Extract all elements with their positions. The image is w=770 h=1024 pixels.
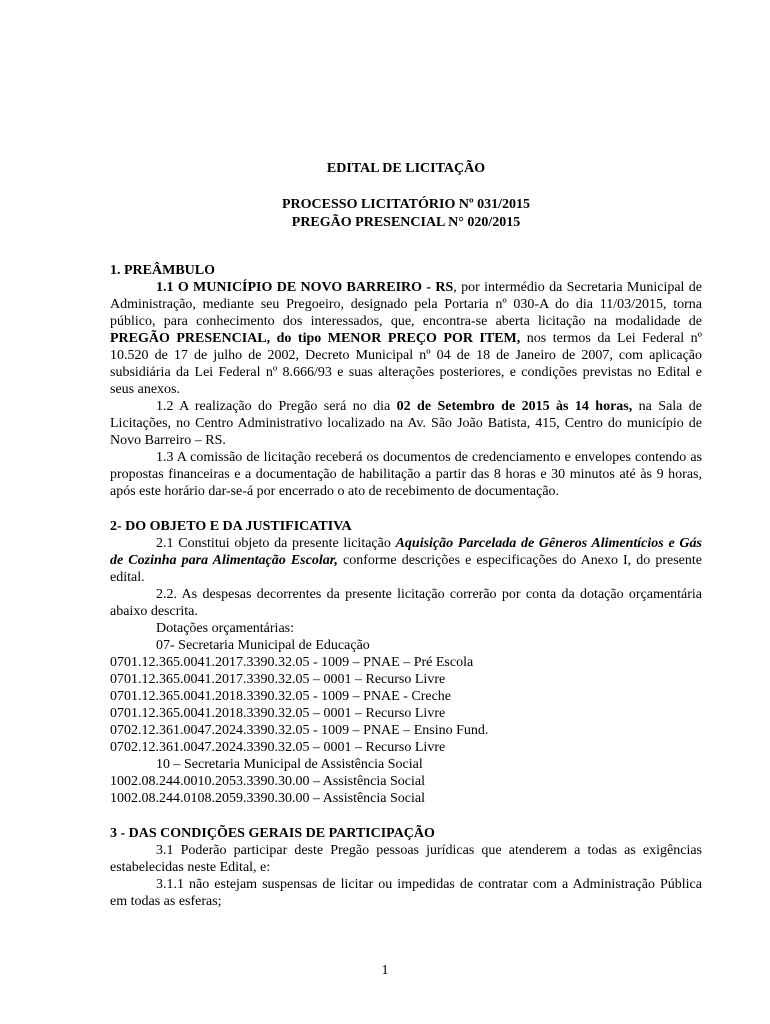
paragraph-1-1-text-b: nos termos da Lei Federal nº 10.520 de 17 de julho de 2002, Decreto Municipal nº 04 de 18 de Janeiro de 2007, com aplicação subsidiária da Lei Federal nº 8.666/93 e suas alterações posteriores, e condições previstas no Edital e seus anexos. (110, 331, 702, 397)
paragraph-1-1-bold-2: PREGÃO PRESENCIAL, do tipo MENOR PREÇO POR ITEM, (110, 331, 521, 346)
page-number: 1 (381, 963, 389, 978)
paragraph-1-2 (110, 398, 702, 449)
paragraph-2-2: 2.2. As despesas decorrentes da presente licitação correrão por conta da dotação orçamentária abaixo descrita. (110, 587, 702, 619)
dotacao-line: 1002.08.244.0010.2053.3390.30.00 – Assistência Social (110, 774, 425, 789)
dotacoes-label: Dotações orçamentárias: (156, 621, 294, 636)
section-2-heading: 2- DO OBJETO E DA JUSTIFICATIVA (110, 519, 352, 534)
dotacao-line: 0701.12.365.0041.2017.3390.32.05 – 0001 – Recurso Livre (110, 672, 446, 687)
paragraph-1-2-text-b: na Sala de Licitações, no Centro Administrativo localizado na Av. São João Batista, 415, Centro do município de Novo Barreiro – RS. (110, 399, 703, 448)
process-number: PROCESSO LICITATÓRIO Nº 031/2015 (282, 197, 530, 212)
paragraph-2-1-object: Aquisição Parcelada de Gêneros Alimentícios e Gás de Cozinha para Alimentação Escolar, (110, 536, 702, 568)
pregao-number: PREGÃO PRESENCIAL N° 020/2015 (291, 215, 521, 230)
dotacao-line: 0701.12.365.0041.2018.3390.32.05 - 1009 – PNAE - Creche (110, 689, 452, 704)
dotacao-line: 0702.12.361.0047.2024.3390.32.05 – 0001 – Recurso Livre (110, 740, 446, 755)
dotacao-line: 0702.12.361.0047.2024.3390.32.05 - 1009 – PNAE – Ensino Fund. (110, 723, 489, 738)
paragraph-2-1 (110, 535, 702, 586)
secretaria-educacao: 07- Secretaria Municipal de Educação (156, 638, 370, 653)
document-title: EDITAL DE LICITAÇÃO (326, 161, 486, 176)
dotacao-line: 0701.12.365.0041.2018.3390.32.05 – 0001 – Recurso Livre (110, 706, 446, 721)
paragraph-1-1-text-a: , por intermédio da Secretaria Municipal de Administração, mediante seu Pregoeiro, designado pela Portaria nº 030-A do dia 11/03/2015, torna público, para conhecimento dos interessados, que, encontra-se aberta licitação na modalidade de (110, 280, 702, 329)
paragraph-3-1: 3.1 Poderão participar deste Pregão pessoas jurídicas que atenderem a todas as exigências estabelecidas neste Edital, e: (110, 843, 702, 875)
section-1-heading: 1. PREÂMBULO (110, 263, 215, 278)
paragraph-2-1-text-b: conforme descrições e especificações do Anexo I, do presente edital. (110, 553, 702, 585)
section-3-heading: 3 - DAS CONDIÇÕES GERAIS DE PARTICIPAÇÃO (110, 826, 435, 841)
paragraph-1-1-bold: 1.1 O MUNICÍPIO DE NOVO BARREIRO - RS (156, 280, 454, 295)
paragraph-1-2-bold: 02 de Setembro de 2015 às 14 horas, (396, 399, 633, 414)
paragraph-3-1-1: 3.1.1 não estejam suspensas de licitar ou impedidas de contratar com a Administração Pública em todas as esferas; (110, 877, 702, 909)
dotacao-line: 1002.08.244.0108.2059.3390.30.00 – Assistência Social (110, 791, 425, 806)
paragraph-1-3: 1.3 A comissão de licitação receberá os documentos de credenciamento e envelopes contendo as propostas financeiras e a documentação de habilitação a partir das 8 horas e 30 minutos até às 9 horas, após este horário dar-se-á por encerrado o ato de recebimento de documentação. (110, 450, 702, 499)
secretaria-assistencia: 10 – Secretaria Municipal de Assistência Social (156, 757, 423, 772)
paragraph-1-2-text-a: 1.2 A realização do Pregão será no dia (156, 399, 397, 414)
paragraph-1-1 (110, 279, 702, 398)
paragraph-2-1-text-a: 2.1 Constitui objeto da presente licitação (156, 536, 396, 551)
dotacao-line: 0701.12.365.0041.2017.3390.32.05 - 1009 – PNAE – Pré Escola (110, 655, 474, 670)
